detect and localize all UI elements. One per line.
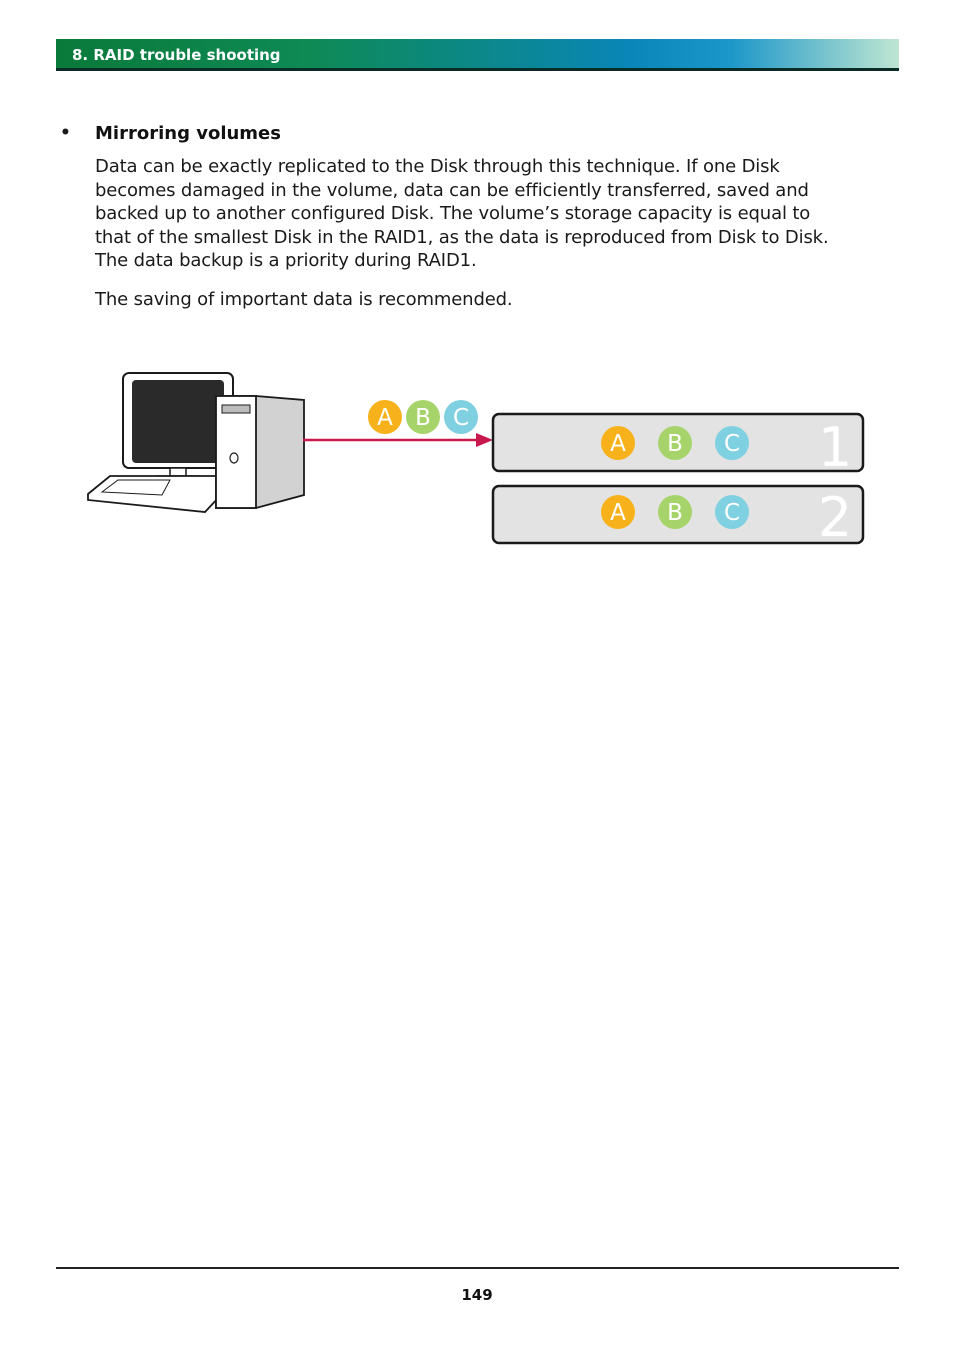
disk-1-block-b: B: [667, 431, 683, 457]
description-paragraph: [95, 155, 895, 273]
footer-divider: [56, 1267, 899, 1269]
source-block-b-label: B: [415, 405, 431, 431]
bullet-marker: •: [60, 123, 71, 143]
paragraph-line: The data backup is a priority during RAID1.: [95, 250, 477, 272]
paragraph-line: Data can be exactly replicated to the Disk through this technique. If one Disk: [95, 156, 780, 177]
paragraph-line: that of the smallest Disk in the RAID1, as the data is reproduced from Disk to Disk.: [95, 226, 829, 248]
disk-2-number: 2: [817, 486, 853, 549]
disk-2-block-b: B: [667, 500, 683, 526]
section-title: Mirroring volumes: [95, 123, 281, 144]
disk-1-block-c: C: [723, 431, 741, 457]
disk-2: [493, 486, 863, 549]
disk-2-block-c: C: [723, 500, 741, 526]
desktop-computer-icon: [88, 373, 304, 512]
disk-1-number: 1: [817, 416, 853, 479]
page-number: 149: [461, 1286, 493, 1304]
source-block-a-label: A: [377, 405, 393, 431]
source-block-a: [368, 400, 402, 434]
recommendation-note: The saving of important data is recommended.: [95, 289, 513, 310]
source-block-c: [444, 400, 478, 434]
disk-1-block-a: A: [610, 431, 626, 457]
source-block-c-label: C: [452, 405, 470, 431]
raid1-mirroring-diagram: [80, 360, 880, 560]
paragraph-line: becomes damaged in the volume, data can be efficiently transferred, saved and: [95, 179, 809, 201]
chapter-title: 8. RAID trouble shooting: [72, 46, 281, 64]
paragraph-line: backed up to another configured Disk. The volume’s storage capacity is equal to: [95, 203, 811, 225]
disk-2-block-a: A: [610, 500, 626, 526]
disk-1: [493, 414, 863, 479]
source-block-b: [406, 400, 440, 434]
chapter-header-bar: [56, 39, 899, 71]
arrow-right-icon: [303, 433, 493, 447]
